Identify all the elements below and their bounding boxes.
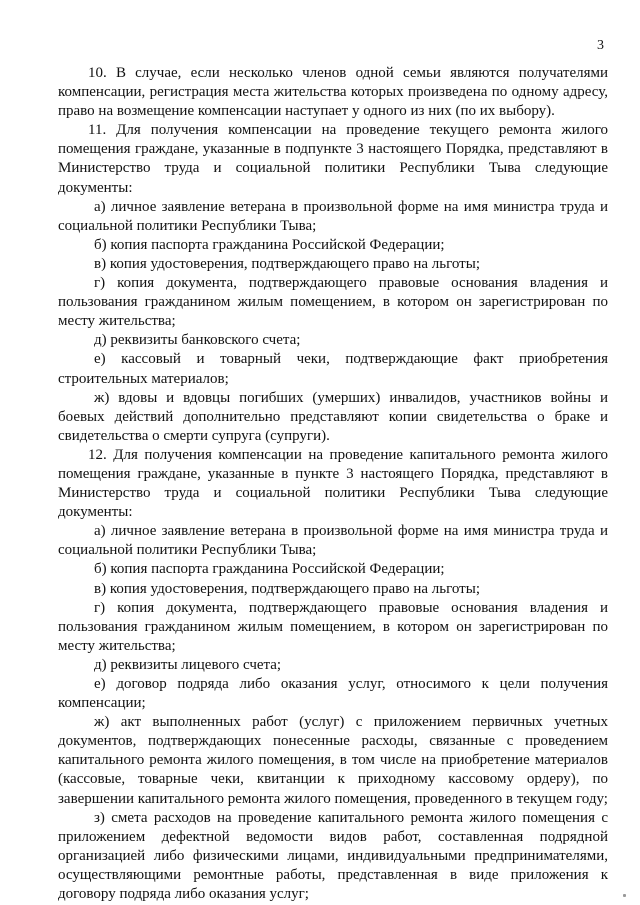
list-item: в) копия удостоверения, подтверждающего право на льготы; <box>94 255 480 272</box>
list-item: г) копия документа, подтверждающего правовые основания владения и пользования гражданином жилым помещением, в котором он зарегистрирован по месту жительства; <box>58 599 608 654</box>
list-item: д) реквизиты лицевого счета; <box>94 656 282 673</box>
document-body <box>58 64 608 904</box>
list-item: д) реквизиты банковского счета; <box>94 332 301 349</box>
list-item: е) договор подряда либо оказания услуг, относимого к цели получения компенсации; <box>58 676 608 712</box>
list-item: е) кассовый и товарный чеки, подтверждающие факт приобретения строительных материалов; <box>58 351 608 387</box>
page-number: 3 <box>597 38 604 53</box>
list-item: а) личное заявление ветерана в произвольной форме на имя министра труда и социальной политики Республики Тыва; <box>58 523 608 559</box>
list-item: г) копия документа, подтверждающего правовые основания владения и пользования гражданином жилым помещением, в котором он зарегистрирован по месту жительства; <box>58 275 608 330</box>
list-item: в) копия удостоверения, подтверждающего право на льготы; <box>94 580 480 597</box>
list-item: б) копия паспорта гражданина Российской Федерации; <box>94 561 445 578</box>
list-item: з) смета расходов на проведение капитального ремонта жилого помещения с приложением дефектной ведомости видов работ, составленная подрядной организацией либо физическими лицами, индивидуальными предпринимателями, осуществляющими ремонтные работы, представленная в виде приложения к договору подряда либо оказания услуг; <box>58 809 608 903</box>
list-item: а) личное заявление ветерана в произвольной форме на имя министра труда и социальной политики Республики Тыва; <box>58 198 608 234</box>
paragraph: 10. В случае, если несколько членов одной семьи являются получателями компенсации, регистрация места жительства которых произведена по одному адресу, право на возмещение компенсации наступает у одного из них (по их выбору). <box>58 65 608 120</box>
list-item: ж) акт выполненных работ (услуг) с приложением первичных учетных документов, подтверждающих понесенные расходы, связанные с проведением капитального ремонта жилого помещения, в том числе на приобретение материалов (кассовые, товарные чеки, квитанции к приходному кассовому ордеру), по завершении капитального ремонта жилого помещения, проведенного в текущем году; <box>58 714 608 807</box>
list-item: б) копия паспорта гражданина Российской Федерации; <box>94 236 445 253</box>
list-item: ж) вдовы и вдовцы погибших (умерших) инвалидов, участников войны и боевых действий дополнительно представляют копии свидетельства о браке и свидетельства о смерти супруга (супруги). <box>58 389 608 444</box>
scan-artifact-dot <box>623 894 626 897</box>
paragraph: 11. Для получения компенсации на проведение текущего ремонта жилого помещения граждане, указанные в подпункте 3 настоящего Порядка, представляют в Министерство труда и социальной политики Республики Тыва следующие документы: <box>58 122 608 196</box>
paragraph: 12. Для получения компенсации на проведение капитального ремонта жилого помещения граждане, указанные в пункте 3 настоящего Порядка, представляют в Министерство труда и социальной политики Республики Тыва следующие документы: <box>58 446 608 521</box>
